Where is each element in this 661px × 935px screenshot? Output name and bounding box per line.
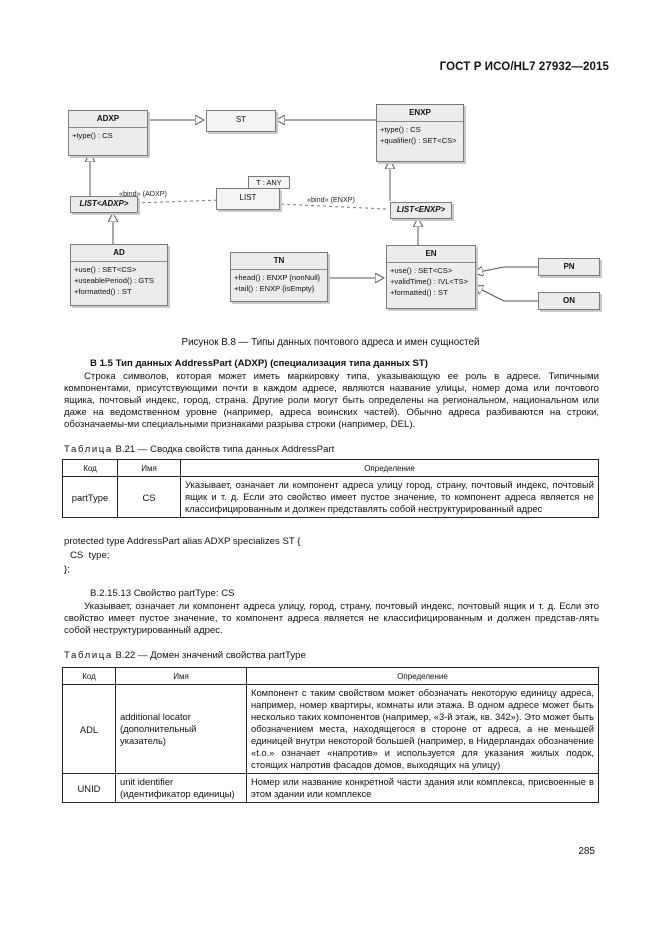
table-row [63,477,599,518]
tn-class [230,252,328,302]
subsection-heading: В.2.15.13 Свойство partType: CS [90,588,235,599]
page-number: 285 [578,846,595,857]
st-title: ST [235,115,247,124]
bind-adxp-label: «bind» (ADXP) [119,189,167,198]
table22-row1-name: additional locator (дополнительный указатель) [116,685,247,774]
enxp-class [376,104,464,162]
table21 [62,459,599,518]
code-line-3: }; [64,564,70,575]
table21-header-row [63,460,599,477]
st-class [206,110,276,132]
pn-class [538,258,600,276]
table22 [62,667,599,803]
table21-caption [64,444,334,455]
standard-header: ГОСТ Р ИСО/HL7 27932—2015 [439,61,609,73]
list-enxp-class [390,202,452,219]
list-title: LIST [239,193,257,202]
ad-attr-formatted: +formatted() : ST [74,287,132,296]
table22-row2-name: unit identifier (идентификатор единицы) [116,774,247,803]
table22-row2-definition: Номер или название конкретной части здания или комплекса, присвоенные в этом здании или комплексе [247,774,599,803]
en-attr-formatted: +formatted() : ST [390,288,448,297]
on-en-link [474,286,538,301]
table22-header-code: Код [63,668,116,685]
pn-en-link [474,267,538,273]
table21-title: В.21 — Сводка свойств типа данных AddressPart [115,444,335,455]
section-heading: В 1.5 Тип данных AddressPart (ADXP) (специализация типа данных ST) [90,358,428,369]
on-class [538,292,600,310]
enxp-title: ENXP [377,105,463,122]
on-title: ON [563,296,575,305]
ad-attr-useableperiod: +useablePeriod() : GTS [74,276,154,285]
ad-title: AD [71,245,167,262]
table21-cell-code: partType [63,477,118,518]
table22-header-row [63,668,599,685]
code-line-2: CS type; [70,550,110,561]
bind-adxp-line [136,200,220,203]
list-adxp-class [70,196,138,213]
adxp-class [68,110,148,156]
list-enxp-title: LIST<ENXP> [396,205,446,214]
bind-enxp-line [280,204,386,209]
uml-diagram [60,96,605,320]
code-line-1: protected type AddressPart alias ADXP specializes ST { [64,536,301,547]
table22-caption [64,650,306,661]
table22-header-name: Имя [116,668,247,685]
ad-attr-use: +use() : SET<CS> [74,265,137,274]
table22-row1-code: ADL [63,685,116,774]
en-title: EN [387,246,475,263]
enxp-attr-type: +type() : CS [380,125,421,134]
adxp-attr: +type() : CS [72,131,113,140]
en-attr-validtime: +validTime() : IVL<TS> [390,277,469,286]
tn-title: TN [231,253,327,270]
table22-title: В.22 — Домен значений свойства partType [115,650,306,661]
table21-label: Таблица [64,444,113,455]
pn-title: PN [563,262,575,271]
bind-enxp-label: «bind» (ENXP) [307,195,355,204]
table-row [63,685,599,774]
adxp-title: ADXP [69,111,147,128]
enxp-attr-qualifier: +qualifier() : SET<CS> [380,136,457,145]
table22-label: Таблица [64,650,113,661]
table21-header-code: Код [63,460,118,477]
tn-attr-tail: +tail() : ENXP {isEmpty} [234,284,315,293]
table22-header-definition: Определение [247,668,599,685]
table22-row2-code: UNID [63,774,116,803]
en-class [386,245,476,309]
en-attr-use: +use() : SET<CS> [390,266,453,275]
tany-title: T : ANY [256,178,282,187]
table21-cell-name: CS [118,477,181,518]
list-class [216,188,280,210]
subsection-paragraph: Указывает, означает ли компонент адреса улицу, город, страну, почтовый индекс, почтовый ящик и т. д. Если это свойство имеет пустое значение, то компонент адреса является не классифицированным и должен представ-лять собой неструктурированный адрес. [64,601,599,637]
figure-caption: Рисунок В.8 — Типы данных почтового адреса и имен сущностей [181,337,480,348]
section-paragraph: Строка символов, которая может иметь маркировку типа, указывающую ее роль в адресе. Типичными компонентами, присутствующими почти в каждом адресе, являются название улицы, номер дома или почтового ящика, почтовый индекс, город, страна. Другие роли могут быть определены на региональном, национальном или даже на ведомственном уровне (например, адреса воинских частей). Обычно адреса разбиваются на строки, обозначаемы-ми специальными признаками разрыва строки (например, DEL). [64,371,599,431]
tn-attr-head: +head() : ENXP {nonNull} [234,273,321,282]
table21-header-name: Имя [118,460,181,477]
table21-cell-definition: Указывает, означает ли компонент адреса улицу город, страну, почтовый индекс, почтовый ящик и т. д. Если это свойство имеет пустое значение, то компонент адреса является не классифицированным и должен представлять собой неструктурированный адрес [181,477,599,518]
table22-row1-definition: Компонент с таким свойством может обозначать некоторую единицу адреса, например, номер квартиры, комнаты или этажа. В одном адресе может быть несколько таких компонентов (например, «3-й этаж, кв. 342»). Это может быть обозначением места, находящегося в стороне от адреса, а не меньшей единицей внутри некоторой большей (например, в Нидерландах обозначение «t.o.» означает «напротив» и используется для указания жилых лодок, стоящих напротив фасадов домов, выходящих на улицу) [247,685,599,774]
ad-class [70,244,168,306]
table-row [63,774,599,803]
table21-header-definition: Определение [181,460,599,477]
list-adxp-title: LIST<ADXP> [79,199,129,208]
